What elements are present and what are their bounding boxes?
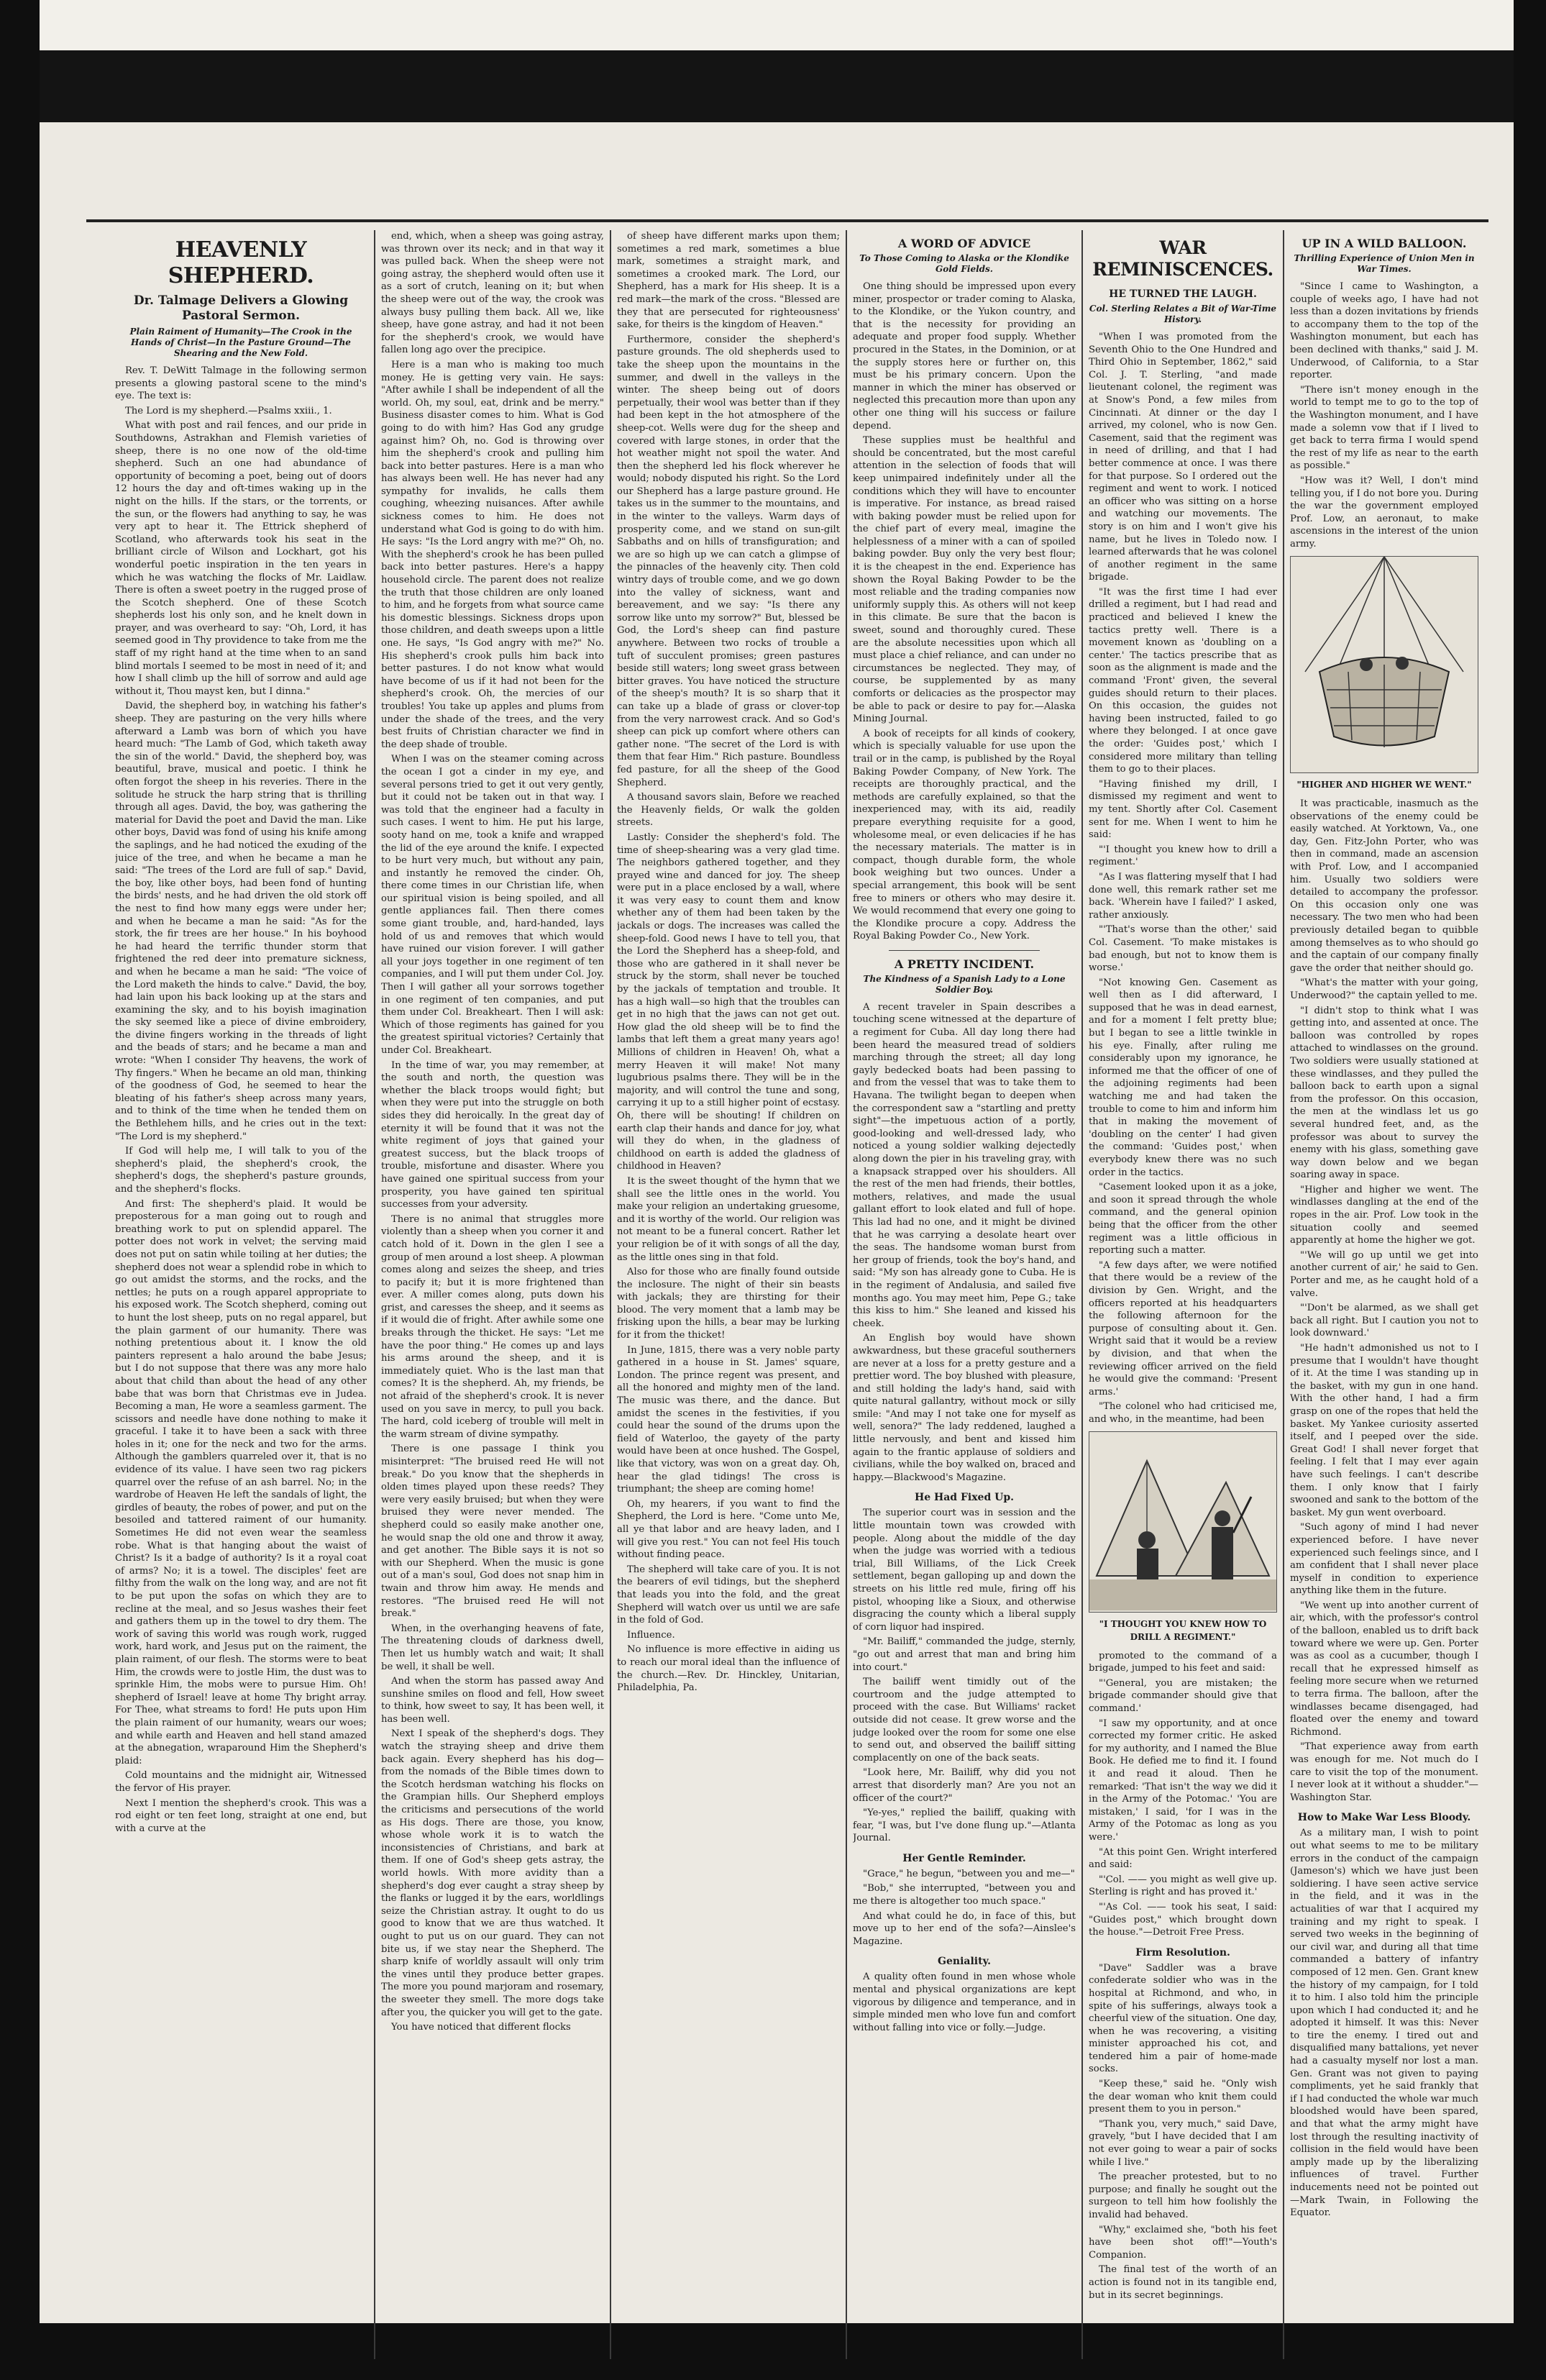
column-4 xyxy=(853,230,1076,2359)
paragraph: "When I was promoted from the Seventh Ohio to the One Hundred and Third Ohio in September, 1862," said Col. J. T. Sterling, "and made lieutenant colonel, the regiment was at Snow's Pond, a few miles from Cincinnati. At dinner or the day I arrived, my colonel, who is now Gen. Casement, said that the regiment was in need of drilling, and that I had better commence at once. I was there for that purpose. So I ordered out the regiment and went to work. I noticed an officer who was sitting on a horse and watching our movements. The story is on him and I won't give his name, but he lives in Toledo now. I learned afterwards that he was colonel of another regiment in the same brigade. xyxy=(1089,332,1277,583)
paragraph: "Thank you, very much," said Dave, gravely, "but I have decided that I am not ever going to wear a pair of socks while I live." xyxy=(1089,2118,1277,2168)
paragraph: Cold mountains and the midnight air, Witnessed the fervor of His prayer. xyxy=(115,1770,367,1794)
headline-gentle-reminder: Her Gentle Reminder. xyxy=(902,1852,1026,1864)
subhead: To Those Coming to Alaska or the Klondike Gold Fields. xyxy=(859,253,1069,274)
paragraph: There is no animal that struggles more violently than a sheep when you corner it and catch hold of it. Down in the glen I see a group of men around a lost sheep. A plowman comes along and seizes the sheep, and tries to pacify it; but it is more frightened than ever. A miller comes along, puts down his grist, and caresses the sheep, and it seems as if it would die of fright. After awhile some one breaks through the thicket. He says: "Let me have the poor thing." He comes up and lays his arms around the sheep, and it is immediately quiet. Who is the last man that comes? It is the shepherd. Ah, my friends, be not afraid of the shepherd's crook. It is never used on you save in mercy, to pull you back. The hard, cold iceberg of trouble will melt in the warm stream of divine sympathy. xyxy=(381,1213,604,1440)
headline-war-reminiscences: WAR REMINISCENCES. xyxy=(1092,237,1273,280)
paragraph: "I didn't stop to think what I was getting into, and assented at once. The balloon was controlled by ropes attached to windlasses on the ground. Two soldiers were usually stationed at these windlasses, and they pulled the balloon back to earth upon a signal from the professor. On this occasion, the men at the windlass let us go several hundred feet, and, as the professor was about to survey the enemy with his glass, something gave way down below and we began soaring away in space. xyxy=(1290,1005,1478,1181)
paragraph: "Higher and higher we went. The windlasses dangling at the end of the ropes in the air. Prof. Low took in the situation coolly and seemed apparently at home the higher we got. xyxy=(1290,1184,1478,1246)
paragraph: "Not knowing Gen. Casement as well then as I did afterward, I supposed that he was in dead earnest, and for a moment I felt pretty blue; but I began to see a little twinkle in his eye. Finally, after ruling me considerably upon my ignorance, he informed me that the officer of one of the adjoining regiments had been watching me and had taken the trouble to come to him and inform him that in making the movement of 'doubling on the center' I had given the command: 'Guides post,' when everybody knew there was no such order in the tactics. xyxy=(1089,977,1277,1178)
paragraph: "As I was flattering myself that I had done well, this remark rather set me back. 'Wherein have I failed?' I asked, rather anxiously. xyxy=(1089,871,1277,921)
paragraph: promoted to the command of a brigade, jumped to his feet and said: xyxy=(1089,1650,1277,1674)
paragraph: When, in the overhanging heavens of fate, The threatening clouds of darkness dwell, Then let us humbly watch and wait; It shall be well, it shall be well. xyxy=(381,1623,604,1672)
headline-firm-resolution: Firm Resolution. xyxy=(1135,1946,1230,1959)
column-rule xyxy=(374,230,375,2359)
paragraph: "He hadn't admonished us not to I presume that I wouldn't have thought of it. At the time I was standing up in the basket, with my gun in one hand. With the other hand, I had a firm grasp on one of the ropes that held the basket. My Yankee curiosity asserted itself, and I peeped over the side. Great God! I shall never forget that feeling. I felt that I may ever again have such feelings. I can't describe them. I only know that I fairly swooned and sank to the bottom of the basket. My gun went overboard. xyxy=(1290,1343,1478,1518)
article-body xyxy=(1290,798,1478,1804)
paragraph: The preacher protested, but to no purpose; and finally he sought out the surgeon to tell him how foolishly the invalid had behaved. xyxy=(1089,2171,1277,2220)
article-body xyxy=(853,1868,1076,1948)
paragraph: An English boy would have shown awkwardness, but these graceful southerners are never at a loss for a pretty gesture and a prettier word. The boy blushed with pleasure, and still holding the lady's hand, said with quite natural gallantry, without mock or silly smile: "And may I not take one for myself as well, senora?" The lady reddened, laughed a little nervously, and bent and kissed him again to the frantic applause of soldiers and civilians, while the boy walked on, braced and happy.—Blackwood's Magazine. xyxy=(853,1333,1076,1483)
paragraph: And when the storm has passed away And sunshine smiles on flood and fell, How sweet to think, how sweet to say, It has been well, it has been well. xyxy=(381,1676,604,1725)
paragraph: Rev. T. DeWitt Talmage in the following sermon presents a glowing pastoral scene to the mind's eye. The text is: xyxy=(115,365,367,402)
column-1 xyxy=(115,230,367,2359)
paragraph: You have noticed that different flocks xyxy=(391,2022,571,2033)
paragraph: No influence is more effective in aiding us to reach our moral ideal than the influence of the church.—Rev. Dr. Hinckley, Unitarian, Philadelphia, Pa. xyxy=(617,1644,840,1694)
paragraph: The bailiff went timidly out of the courtroom and the judge attempted to proceed with the case. But Williams' racket outside did not cease. It grew worse and the judge looked over the room for some one else to send out, and observed the bailiff sitting complacently on one of the back seats. xyxy=(853,1677,1076,1764)
article-body xyxy=(1089,1650,1277,1939)
paragraph: Next I speak of the shepherd's dogs. They watch the straying sheep and drive them back again. Every shepherd has his dog—from the nomads of the Bible times down to the Scotch herdsman watching his flocks on the Grampian hills. Our Shepherd employs the criticisms and persecutions of the world as His dogs. There are those, you know, whose whole work it is to watch the inconsistencies of Christians, and bark at them. If one of God's sheep gets astray, the world howls. With more avidity than a shepherd's dog ever caught a stray sheep by the flanks or lugged it by the ears, worldlings seize the Christian astray. It ought to do us good to know that we are thus watched. It ought to put us on our guard. They can not bite us, if we stay near the Shepherd. The sharp knife of worldly assault will only trim the vines until they produce better grapes. The more you pound marjoram and rosemary, the sweeter they smell. The more dogs take after you, the quicker you will get to the gate. xyxy=(381,1728,604,2018)
paragraph: A book of receipts for all kinds of cookery, which is specially valuable for use upon the trail or in the camp, is published by the Royal Baking Powder Company, of New York. The receipts are thoroughly practical, and the methods are carefully explained, so that the inexperienced may, with its aid, readily prepare everything requisite for a good, wholesome meal, or even delicacies if he has the necessary materials. The matter is in compact, though durable form, the whole book weighing but two ounces. Under a special arrangement, this book will be sent free to miners or others who may desire it. We would recommend that every one going to the Klondike procure a copy. Address the Royal Baking Powder Co., New York. xyxy=(853,728,1076,942)
scan-border-left xyxy=(0,0,40,2380)
column-5 xyxy=(1089,230,1277,2359)
paragraph: "Since I came to Washington, a couple of weeks ago, I have had not less than a dozen invitations by friends to accompany them to the top of the Washington monument, but each has been declined with thanks," said J. M. Underwood, of California, to a Star reporter. xyxy=(1290,281,1478,381)
article-body xyxy=(617,230,840,1695)
paragraph: The Lord is my shepherd.—Psalms xxiii., 1. xyxy=(125,405,332,416)
paragraph: "There isn't money enough in the world to tempt me to go to the top of the Washington monument, and I have made a solemn vow that if I lived to get back to terra firma I would spend the rest of my life as near to the earth as possible." xyxy=(1290,384,1478,472)
paragraph: One thing should be impressed upon every miner, prospector or trader coming to Alaska, to the Klondike, or the Yukon country, and that is the necessity for providing an adequate and proper food supply. Whether procured in the States, in the Dominion, or at the supply stores here or further on, this must be his primary concern. Upon the manner in which the miner has observed or neglected this precaution more than upon any other one thing will his success or failure depend. xyxy=(853,281,1076,432)
paragraph: These supplies must be healthful and should be concentrated, but the most careful attention in the selection of foods that will keep unimpaired indefinitely under all the conditions which they will have to encounter is imperative. For instance, as bread raised with baking powder must be relied upon for the chief part of every meal, imagine the helplessness of a miner with a can of spoiled baking powder. Buy only the very best flour; it is the cheapest in the end. Experience has shown the Royal Baking Powder to be the most reliable and the trading companies now uniformly supply this. As others will not keep in this climate. Be sure that the bacon is sweet, sound and thoroughly cured. These are the absolute necessities upon which all must place a chief reliance, and can under no circumstances be neglected. They may, of course, be supplemented by as many comforts or delicacies as the prospector may be able to pack or desire to pay for.—Alaska Mining Journal. xyxy=(853,435,1076,725)
column-6 xyxy=(1290,230,1478,2359)
paragraph: end, which, when a sheep was going astray, was thrown over its neck; and in that way it was pulled back. When the sheep were not going astray, the shepherd would often use it as a sort of crutch, leaning on it; but when the sheep were out of the way, the crook was always busy pulling them back. All we, like sheep, have gone astray, and had it not been for the shepherd's crook, we would have fallen long ago over the precipice. xyxy=(381,231,604,356)
paragraph: And first: The shepherd's plaid. It would be preposterous for a man going out to rough and breathing work to put on splendid apparel. The potter does not work in velvet; the serving maid does not put on satin while toiling at her duties; the shepherd does not wear a splendid robe in which to go out amidst the storms, and the rocks, and the nettles; he puts on a rough apparel appropriate to his exposed work. The Scotch shepherd, coming out to hunt the lost sheep, puts on no regal apparel, but the plain garment of our humanity. There was nothing pretentious about it. I know the old painters represent a halo around the babe Jesus; but I do not suppose that there was any more halo about that child than about the head of any other babe that was born that Christmas eve in Judea. Becoming a man, He wore a seamless garment. The scissors and needle have done nothing to make it graceful. I take it to have been a sack with three holes in it; one for the neck and two for the arms. Although the gamblers quarreled over it, that is no evidence of its value. I have seen two rag pickers quarrel over the refuse of an ash barrel. No; in the wardrobe of Heaven He left the sandals of light, the girdles of beauty, the robes of power, and put on the besoiled and tattered raiment of our humanity. Sometimes He did not even wear the seamless robe. What is that hanging about the waist of Christ? Is it a badge of authority? Is it a royal coat of arms? No; it is a towel. The disciples' feet are filthy from the walk on the long way, and are not fit to be put upon the sofas on which they are to recline at the meal, and so Jesus washes their feet and gathers them up in the towel to dry them. The work of saving this world was rough work, rugged work, hard work, and Jesus put on the raiment, the plain raiment, of our flesh. The storms were to beat Him, the crowds were to jostle Him, the dust was to sprinkle Him, the mobs were to pursue Him. Oh! shepherd of Israel! leave at home Thy bright array. For Thee, what streams to ford! He puts upon Him the plain raiment of our humanity, wears our woes; and while earth and Heaven and hell stand amazed at the abnegation, wraparound Him the Shepherd's plaid: xyxy=(115,1198,367,1766)
paragraph: Furthermore, consider the shepherd's pasture grounds. The old shepherds used to take the sheep upon the mountains in the summer, and dwell in the valleys in the winter. The sheep being out of doors perpetually, their wool was better than if they had been kept in the hot atmosphere of the sheep-cot. Wells were dug for the sheep and covered with large stones, in order that the hot weather might not spoil the water. And then the shepherd led his flock wherever he would; nobody disputed his right. So the Lord our Shepherd has a large pasture ground. He takes us in the summer to the mountains, and in the winter to the valleys. Warm days of prosperity come, and we stand on sun-gilt Sabbaths and on hills of transfiguration; and we are so high up we can catch a glimpse of the pinnacles of the heavenly city. Then cold wintry days of trouble come, and we go down into the valley of sickness, want and bereavement, and we say: "Is there any sorrow like unto my sorrow?" But, blessed be God, the Lord's sheep can find pasture anywhere. Between two rocks of trouble a tuft of succulent promises; green pastures beside still waters; long sweet grass between bitter graves. You have noticed the structure of the sheep's mouth? It is so sharp that it can take up a blade of grass or clover-top from the very narrowest crack. And so God's sheep can pick up comfort where others can gather none. "The secret of the Lord is with them that fear Him." Rich pasture. Boundless fed pasture, for all the sheep of the Good Shepherd. xyxy=(617,334,840,788)
soldiers-illustration-icon xyxy=(1089,1432,1276,1610)
paragraph: "The colonel who had criticised me, and who, in the meantime, had been xyxy=(1089,1401,1277,1425)
paragraph: "What's the matter with your going, Underwood?" the captain yelled to me. xyxy=(1290,977,1478,1001)
paragraph: "At this point Gen. Wright interfered and said: xyxy=(1089,1846,1277,1871)
headline-pretty-incident: A PRETTY INCIDENT. xyxy=(894,957,1035,971)
headline-war-less-bloody: How to Make War Less Bloody. xyxy=(1297,1812,1471,1824)
article-body xyxy=(1089,1962,1277,2302)
article-body xyxy=(1089,331,1277,1426)
paragraph: "Such agony of mind I had never experienced before. I have never experienced such feelings since, and I am confident that I shall never place myself in condition to experience anything like them in the future. xyxy=(1290,1522,1478,1597)
paragraph: "We went up into another current of air, which, with the professor's control of the balloon, enabled us to drift back toward where we were up. Gen. Porter was as cool as a cucumber, though I recall that he expressed himself as feeling more secure when we returned to terra firma. The balloon, after the windlasses became disengaged, had floated over the enemy and toward Richmond. xyxy=(1290,1600,1478,1738)
paragraph: "'Col. —— you might as well give up. Sterling is right and has proved it.' xyxy=(1089,1874,1277,1898)
balloon-illustration-icon xyxy=(1291,557,1478,771)
paragraph: "'I thought you knew how to drill a regiment.' xyxy=(1089,844,1277,868)
article-body xyxy=(853,1971,1076,2034)
paragraph: "Bob," she interrupted, "between you and me there is altogether too much space." xyxy=(853,1883,1076,1907)
story-separator xyxy=(889,950,1040,951)
paragraph: "How was it? Well, I don't mind telling you, if I do not bore you. During the war the government employed Prof. Low, an aeronaut, to make ascensions in the interest of the union army. xyxy=(1290,475,1478,550)
article-body xyxy=(1290,1827,1478,2219)
headline-wild-balloon: UP IN A WILD BALLOON. xyxy=(1302,237,1467,250)
deck: Plain Raiment of Humanity—The Crook in the Hands of Christ—In the Pasture Ground—The Shearing and the New Fold. xyxy=(129,327,352,358)
paragraph: "It was the first time I had ever drilled a regiment, but I had read and practiced and believed I knew the tactics pretty well. There is a movement known as 'doubling on a center.' The tactics prescribe that as soon as the alignment is made and the command 'Front' given, the several guides should return to their places. On this occasion, the guides not having been instructed, failed to go where they belonged. I at once gave the order: 'Guides post,' which I considered more military than telling them to go to their places. xyxy=(1089,586,1277,775)
paragraph: of sheep have different marks upon them; sometimes a red mark, sometimes a blue mark, sometimes a straight mark, and sometimes a crooked mark. The Lord, our Shepherd, has a mark for His sheep. It is a red mark—the mark of the cross. "Blessed are they that are persecuted for righteousness' sake, for theirs is the kingdom of Heaven." xyxy=(617,231,840,331)
paragraph: "Keep these," said he. "Only wish the dear woman who knit them could present them to you in person." xyxy=(1089,2079,1277,2115)
paragraph: When I was on the steamer coming across the ocean I got a cinder in my eye, and several persons tried to get it out very gently, but it could not be taken out in that way. I was told that the engineer had a faculty in such cases. I went to him. He put his large, sooty hand on me, took a knife and wrapped the lid of the eye around the knife. I expected to be hurt very much, but without any pain, and instantly he removed the cinder. Oh, there come times in our Christian life, when our spiritual vision is being spoiled, and all gentle appliances fail. Then there comes some giant trouble, and, hard-handed, lays hold of us and removes that which would have ruined our vision forever. I will gather all your joys together in one regiment of ten companies, and I will put them under Col. Joy. Then I will gather all your sorrows together in one regiment of ten companies, and put them under Col. Breakheart. Then I will ask: Which of those regiments has gained for you the greatest spiritual victories? Certainly that under Col. Breakheart. xyxy=(381,754,604,1056)
paragraph: Oh, my hearers, if you want to find the Shepherd, the Lord is here. "Come unto Me, all ye that labor and are heavy laden, and I will give you rest." You can not feel His touch without finding peace. xyxy=(617,1498,840,1561)
headline-heavenly-shepherd: HEAVENLY SHEPHERD. xyxy=(168,237,314,288)
subhead: Dr. Talmage Delivers a Glowing Pastoral Sermon. xyxy=(133,293,349,323)
paragraph: "'Don't be alarmed, as we shall get back all right. But I caution you not to look downward.' xyxy=(1290,1303,1478,1339)
subhead: HE TURNED THE LAUGH. xyxy=(1109,288,1257,300)
article-body xyxy=(115,365,367,1835)
paragraph: "Casement looked upon it as a joke, and soon it spread through the whole command, and the general opinion being that the officer from the other regiment was a little officious in reporting such a matter. xyxy=(1089,1182,1277,1257)
headline-word-of-advice: A WORD OF ADVICE xyxy=(897,237,1031,250)
paragraph: "Grace," he begun, "between you and me—" xyxy=(863,1868,1075,1879)
paragraph: "A few days after, we were notified that there would be a review of the division by Gen. Wright, and the officers reported at his headquarters the following afternoon for the purpose of consulting about it. Gen. Wright said that it would be a review by division, and that when the reviewing officer arrived on the field he would give the command: 'Present arms.' xyxy=(1089,1259,1277,1398)
paragraph: It was practicable, inasmuch as the observations of the enemy could be easily watched. At Yorktown, Va., one day, Gen. Fitz-John Porter, who was then in command, made an ascension with Prof. Low, and I accompanied him. Usually two soldiers were detailed to accompany the professor. On this occasion only one was necessary. The two men who had been previously detailed began to quibble among themselves as to who should go and the captain of our company finally gave the order that neither should go. xyxy=(1290,798,1478,974)
paragraph: "I saw my opportunity, and at once corrected my former critic. He asked for my authority, and I named the Blue Book. He defied me to find it. I found it and read it aloud. Then he remarked: 'That isn't the way we did it in the Army of the Potomac.' 'You are mistaken,' I said, 'for I was in the Army of the Potomac as long as you were.' xyxy=(1089,1718,1277,1843)
paragraph: David, the shepherd boy, in watching his father's sheep. They are pasturing on the very hills where afterward a Lamb was born of which you have heard much: "The Lamb of God, which taketh away the sin of the world." David, the shepherd boy, was beautiful, brave, musical and poetic. I think he often forgot the sheep in his reveries. There in the solitude he struck the harp string that is thrilling through all ages. David, the boy, was gathering the material for David the poet and David the man. Like other boys, David was fond of using his knife among the saplings, and he had noticed the exuding of the juice of the tree, and when he became a man he said: "The trees of the Lord are full of sap." David, the boy, like other boys, had been fond of hunting the birds' nests, and he had driven the old stork off the nest to find how many eggs were under her; and when he became a man he said: "As for the stork, the fir trees are her house." In his boyhood he had heard the terrific thunder storm that frightened the red deer into premature sickness, and when he became a man he said: "The voice of the Lord maketh the hinds to calve." David, the boy, had lain upon his back looking up at the stars and examining the sky, and to his boyish imagination the sky seemed like a piece of divine embroidery, the divine fingers working in the threads of light and the beads of stars; and he became a man and wrote: "When I consider Thy heavens, the work of Thy fingers." When he became an old man, thinking of the goodness of God, he seemed to hear the bleating of his father's sheep across many years, and to think of the time when he tended them on the Bethlehem hills, and he cries out in the text: "The Lord is my shepherd." xyxy=(115,701,367,1142)
paragraph: "That experience away from earth was enough for me. Not much do I care to visit the top of the monument. I never look at it without a shudder."—Washington Star. xyxy=(1290,1741,1478,1803)
paragraph: Next I mention the shepherd's crook. This was a rod eight or ten feet long, straight at one end, but with a curve at the xyxy=(115,1797,367,1834)
paragraph: The shepherd will take care of you. It is not the bearers of evil tidings, but the shepherd that leads you into the fold, and the great Shepherd will watch over us until we are safe in the fold of God. xyxy=(617,1564,840,1626)
paragraph: The final test of the worth of an action is found not in its tangible end, but in its secret beginnings. xyxy=(1089,2264,1277,2301)
page-top-rule xyxy=(86,219,1488,222)
paragraph: There is one passage I think you misinterpret: "The bruised reed He will not break." Do you know that the shepherds in olden times played upon these reeds? They were very easily bruised; but when they were bruised they were never mended. The shepherd could so easily make another one, he would snap the old one and throw it away, and get another. The Bible says it is not so with our Shepherd. When the music is gone out of a man's soul, God does not snap him in twain and throw him away. He mends and restores. "The bruised reed He will not break." xyxy=(381,1444,604,1620)
article-body xyxy=(853,1507,1076,1844)
column-rule xyxy=(610,230,611,2359)
figure-caption: "HIGHER AND HIGHER WE WENT." xyxy=(1296,780,1472,790)
paragraph: Also for those who are finally found outside the inclosure. The night of their sin beasts with jackals; they are thirsting for their blood. The very moment that a lamb may be frisking upon the hills, a bear may be lurking for it from the thicket! xyxy=(617,1267,840,1341)
paragraph: As a military man, I wish to point out what seems to me to be military errors in the conduct of the campaign (Jameson's) which we have just been soldiering. I have seen active service in the field, and it was in the actualities of war that I acquired my training and my right to speak. I served two weeks in the beginning of our civil war, and during all that time commanded a battery of infantry composed of 12 men. Gen. Grant knew the history of my campaign, for I told it to him. I also told him the principle upon which I had conducted it; and he adopted it himself. It was this: Never to tire the enemy. I tired out and disqualified many battalions, yet never had a casualty myself nor lost a man. Gen. Grant was not given to paying compliments, yet he said frankly that if I had conducted the whole war much bloodshed would have been spared, and that what the army might have lost through the resulting inactivity of collision in the field would have been amply made up by the liberalizing influences of travel. Further inducements need not be pointed out—Mark Twain, in Following the Equator. xyxy=(1290,1828,1478,2219)
paragraph: In the time of war, you may remember, at the south and north, the question was whether the black troops would fight; but when they were put into the struggle on both sides they did heroically. In the great day of eternity it will be found that it was not the white regiment of joys that gained your greatest success, but the black troops of trouble, misfortune and disaster. Where you have gained one spiritual success from your prosperity, you have gained ten spiritual successes from your adversity. xyxy=(381,1059,604,1210)
figure-caption: "I THOUGHT YOU KNEW HOW TO DRILL A REGIMENT." xyxy=(1099,1619,1267,1643)
article-body xyxy=(1290,281,1478,550)
subhead: The Kindness of a Spanish Lady to a Lone Soldier Boy. xyxy=(863,973,1066,995)
column-2 xyxy=(381,230,604,2359)
paragraph: Lastly: Consider the shepherd's fold. The time of sheep-shearing was a very glad time. The neighbors gathered together, and they prayed wine and danced for joy. The sheep were put in a place enclosed by a wall, where it was very easy to count them and know whether any of them had been taken by the jackals or dogs. The increases was called the sheep-fold. Good news I have to tell you, that the Lord the Shepherd has a sheep-fold, and those who are gathered in it shall never be struck by the storm, shall never be touched by the jackals of temptation and trouble. It has a high wall—so high that the troubles can get in no high that the jaws can not get out. How glad the old sheep will be to find the lambs that left them a great many years ago! Millions of children in Heaven! Oh, what a merry Heaven it will make! Not many lugubrious psalms there. They will be in the majority, and will control the tune and song, carrying it up to a still higher point of ecstasy. Oh, there will be shouting! If children on earth clap their hands and dance for joy, what will they do when, in the gladness of childhood on earth is added the gladness of childhood in Heaven? xyxy=(617,831,840,1172)
headline-geniality: Geniality. xyxy=(938,1956,991,1968)
paragraph: A recent traveler in Spain describes a touching scene witnessed at the departure of a regiment for Cuba. All day long there had been heard the measured tread of soldiers marching through the street; all day long gayly bedecked boats had been passing to and from the vessel that was to take them to Havana. The twilight began to deepen when the correspondent saw a "startling and pretty sight"—the impetuous action of a portly, good-looking and well-dressed lady, who noticed a young soldier walking dejectedly along down the pier in his traveling gray, with a knapsack strapped over his shoulders. All the rest of the men had friends, their bottles, mothers, relatives, and made the usual gallant effort to look elated and full of hope. This lad had no one, and it might be divined that he was carrying a desolate heart over the seas. The handsome woman burst from her group of friends, took the boy's hand, and said: "My son has already gone to Cuba. He is in the regiment of Andalusia, and sailed five months ago. You may meet him, Pepe G.; take this kiss to him." She leaned and kissed his cheek. xyxy=(853,1001,1076,1329)
paragraph: "'We will go up until we get into another current of air,' he said to Gen. Porter and me, as he caught hold of a valve. xyxy=(1290,1249,1478,1299)
column-rule xyxy=(1283,230,1284,2359)
paragraph: A thousand savors slain, Before we reached the Heavenly fields, Or walk the golden streets. xyxy=(617,792,840,829)
paragraph: The superior court was in session and the little mountain town was crowded with people. Along about the middle of the day when the judge was worried with a tedious trial, Bill Williams, of the Lick Creek settlement, began galloping up and down the streets on his little red mule, firing off his pistol, whooping like a Sioux, and otherwise disgracing the county which a liberal supply of corn liquor had inspired. xyxy=(853,1508,1076,1633)
paragraph: Influence. xyxy=(627,1629,675,1641)
paragraph: It is the sweet thought of the hymn that we shall see the little ones in the world. You make your religion an undertaking gruesome, and it is worthy of the world. Our religion was not meant to be a funeral concert. Rather let your religion be of it with songs of all the day, as the little ones sing in that fold. xyxy=(617,1175,840,1263)
paragraph: "Why," exclaimed she, "both his feet have been shot off!"—Youth's Companion. xyxy=(1089,2224,1277,2261)
article-body xyxy=(853,1001,1076,1485)
scan-border-right xyxy=(1514,0,1546,2380)
engraving-soldiers-tent xyxy=(1089,1431,1277,1613)
paragraph: "Look here, Mr. Bailiff, why did you not arrest that disorderly man? Are you not an officer of the court?" xyxy=(853,1767,1076,1804)
column-rule xyxy=(846,230,847,2359)
paragraph: What with post and rail fences, and our pride in Southdowns, Astrakhan and Flemish varieties of sheep, there is no one now of the old-time shepherd. Such an one had abundance of opportunity of becoming a poet, being out of doors 12 hours the day and oft-times waking up in the night on the hills. If the stars, or the torrents, or the sun, or the flowers had anything to say, he was very apt to hear it. The Ettrick shepherd of Scotland, who afterwards took his seat in the brilliant circle of Wilson and Lockhart, got his wonderful poetic inspiration in the ten years in which he was watching the flocks of Mr. Laidlaw. There is often a sweet poetry in the rugged prose of the Scotch shepherd. One of these Scotch shepherds lost his only son, and he knelt down in prayer, and was overheard to say: "Oh, Lord, it has seemed good in Thy providence to take from me the staff of my right hand at the time when to an sand blind mortals I seemed to be most in need of it; and how I shall climb up the hill of sorrow and auld age without it, Thou mayst ken, but I dinna." xyxy=(115,420,367,697)
article-body xyxy=(381,230,604,2034)
engraving-balloon xyxy=(1290,556,1478,773)
column-3 xyxy=(617,230,840,2359)
paragraph: "'That's worse than the other,' said Col. Casement. 'To make mistakes is bad enough, but not to know them is worse.' xyxy=(1089,924,1277,974)
paragraph: A quality often found in men whose whole mental and physical organizations are kept vigorous by diligence and temperance, and in simple minded men who love fun and comfort without falling into vice or folly.—Judge. xyxy=(853,1971,1076,2033)
paragraph: "'As Col. —— took his seat, I said: "Guides post," which brought down the house."—Detroit Free Press. xyxy=(1089,1901,1277,1938)
paragraph: And what could he do, in face of this, but move up to her end of the sofa?—Ainslee's Magazine. xyxy=(853,1910,1076,1947)
paragraph: "Mr. Bailiff," commanded the judge, sternly, "go out and arrest that man and bring him into court." xyxy=(853,1636,1076,1673)
paragraph: If God will help me, I will talk to you of the shepherd's plaid, the shepherd's crook, the shepherd's dogs, the shepherd's pasture grounds, and the shepherd's flocks. xyxy=(115,1146,367,1195)
column-rule xyxy=(1081,230,1083,2359)
paragraph: "'General, you are mistaken; the brigade commander should give that command.' xyxy=(1089,1677,1277,1715)
scan-margin xyxy=(0,0,1546,50)
deck: Col. Sterling Relates a Bit of War-Time History. xyxy=(1089,304,1277,324)
paragraph: Here is a man who is making too much money. He is getting very vain. He says: "After awhile I shall be independent of all the world. Oh, my soul, eat, drink and be merry." Business disaster comes to him. What is God going to do with him? Has God any grudge against him? Oh, no. God is throwing over him the shepherd's crook and pulling him back into better pastures. Here is a man who has always been well. He has never had any sympathy for invalids, he calls them coughing, wheezing nuisances. After awhile sickness comes to him. He does not understand what God is going to do with him. He says: "Is the Lord angry with me?" Oh, no. With the shepherd's crook he has been pulled back into better pastures. Here's a happy household circle. The parent does not realize the truth that those children are only loaned to him, and he forgets from what source came his domestic blessings. Sickness drops upon those children, and death sweeps upon a little one. He says, "Is God angry with me?" No. His shepherd's crook pulls him back into better pastures. I do not know what would have become of us if it had not been for the shepherd's crook. Oh, the mercies of our troubles! You take up apples and plums from under the shade of the trees, and the very best fruits of Christian character we find in the deep shade of trouble. xyxy=(381,359,604,750)
paragraph: In June, 1815, there was a very noble party gathered in a house in St. James' square, London. The prince regent was present, and all the honored and mighty men of the land. The music was there, and the dance. But amidst the scenes in the festivities, if you could hear the sound of the drums upon the field of Waterloo, the gayety of the party would have been at once hushed. The Gospel, like that victory, was won on a great day. Oh, hear the glad tidings! The cross is triumphant; the sheep are coming home! xyxy=(617,1344,840,1495)
article-body xyxy=(853,281,1076,943)
subhead: Thrilling Experience of Union Men in War Times. xyxy=(1294,253,1475,274)
paragraph: "Dave" Saddler was a brave confederate soldier who was in the hospital at Richmond, and who, in spite of his sufferings, always took a cheerful view of the situation. One day, when he was recovering, a visiting minister approached his cot, and tendered him a pair of home-made socks. xyxy=(1089,1962,1277,2075)
headline-fixed-up: He Had Fixed Up. xyxy=(914,1492,1015,1504)
paragraph: "Having finished my drill, I dismissed my regiment and went to my tent. Shortly after Col. Casement sent for me. When I went to him he said: xyxy=(1089,778,1277,841)
paragraph: "Ye-yes," replied the bailiff, quaking with fear, "I was, but I've done flung up."—Atlanta Journal. xyxy=(853,1807,1076,1844)
